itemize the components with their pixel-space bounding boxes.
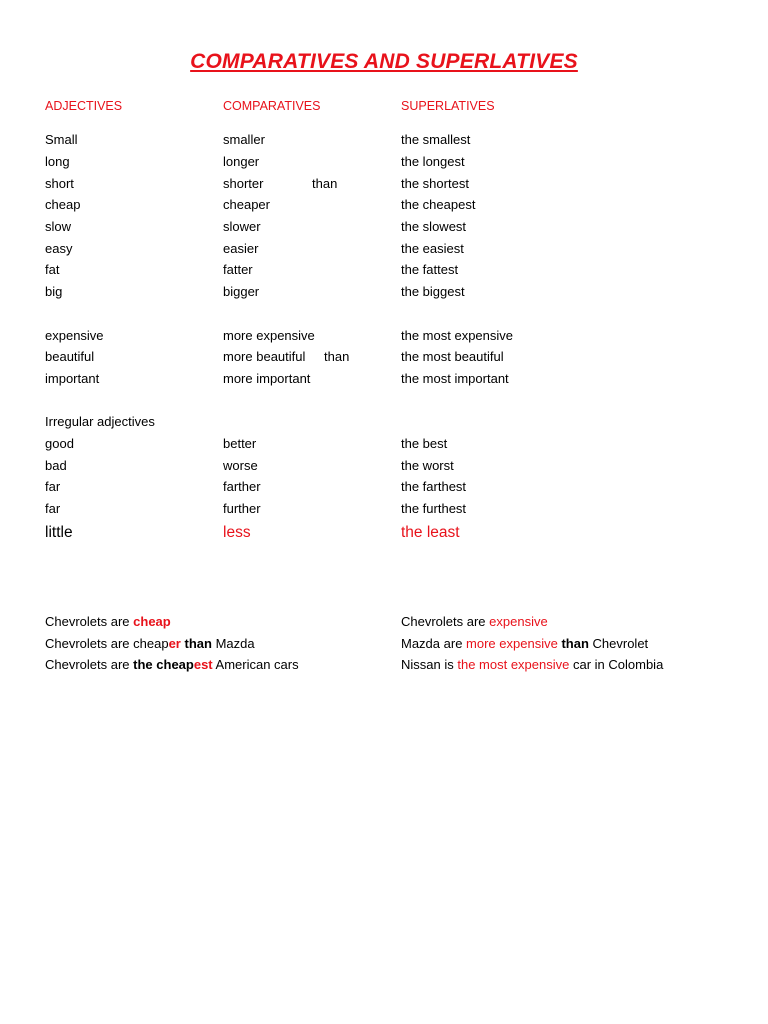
comp-irr-3: further	[223, 501, 261, 516]
sup-irr-0: the best	[401, 436, 448, 451]
comp-row-7: bigger	[223, 284, 260, 299]
comp-long-1: more beautiful	[223, 349, 306, 364]
example-text: Nissan is	[401, 657, 458, 672]
adj-irr-2: far	[45, 479, 61, 494]
header-adjectives: ADJECTIVES	[45, 99, 123, 113]
adj-row-0: Small	[45, 132, 78, 147]
example-text: American cars	[212, 657, 299, 672]
sup-row-2: the shortest	[401, 176, 469, 191]
adj-long-2: important	[45, 371, 100, 386]
example-left-3	[45, 657, 299, 673]
adj-irr-little: little	[45, 524, 73, 541]
example-highlight: est	[193, 657, 213, 672]
adj-long-1: beautiful	[45, 349, 95, 364]
sup-row-0: the smallest	[401, 132, 471, 147]
sup-row-6: the fattest	[401, 262, 459, 277]
example-text: Chevrolets are	[401, 614, 490, 629]
comp-irr-0: better	[223, 436, 257, 451]
sup-long-0: the most expensive	[401, 328, 514, 343]
sup-irr-1: the worst	[401, 458, 454, 473]
example-highlight: the most expensive	[457, 657, 570, 672]
sup-irr-least: the least	[401, 524, 460, 541]
example-right-2	[401, 636, 648, 652]
sup-row-1: the longest	[401, 154, 465, 169]
comp-irr-less: less	[223, 524, 251, 541]
irregular-heading: Irregular adjectives	[45, 414, 155, 429]
sup-row-5: the easiest	[401, 241, 464, 256]
example-left-1	[45, 614, 171, 630]
adj-row-5: easy	[45, 241, 73, 256]
sup-irr-2: the farthest	[401, 479, 467, 494]
example-text: Chevrolets are cheap	[45, 636, 169, 651]
example-text: Chevrolet	[588, 636, 649, 651]
adj-row-1: long	[45, 154, 70, 169]
example-text: Mazda	[211, 636, 255, 651]
example-text: Mazda are	[401, 636, 467, 651]
adj-long-0: expensive	[45, 328, 104, 343]
adj-row-2: short	[45, 176, 74, 191]
example-bold: the cheap	[133, 657, 194, 672]
comp-row-2: shorter	[223, 176, 264, 191]
example-than: than	[561, 636, 589, 651]
adj-irr-1: bad	[45, 458, 67, 473]
header-superlatives: SUPERLATIVES	[401, 99, 495, 113]
comp-row-6: fatter	[223, 262, 253, 277]
example-than: than	[184, 636, 212, 651]
adj-row-7: big	[45, 284, 63, 299]
example-text: car in Colombia	[569, 657, 664, 672]
adj-irr-3: far	[45, 501, 61, 516]
adj-row-4: slow	[45, 219, 72, 234]
comp-irr-2: farther	[223, 479, 261, 494]
example-highlight: expensive	[489, 614, 548, 629]
adj-row-3: cheap	[45, 197, 81, 212]
than-long: than	[324, 349, 350, 364]
comp-long-0: more expensive	[223, 328, 315, 343]
comp-row-4: slower	[223, 219, 261, 234]
comp-row-0: smaller	[223, 132, 265, 147]
example-highlight: cheap	[133, 614, 171, 629]
header-comparatives: COMPARATIVES	[223, 99, 321, 113]
example-right-1	[401, 614, 548, 630]
sup-row-4: the slowest	[401, 219, 467, 234]
comp-row-3: cheaper	[223, 197, 270, 212]
comp-irr-1: worse	[223, 458, 258, 473]
than-short: than	[312, 176, 338, 191]
sup-irr-3: the furthest	[401, 501, 467, 516]
comp-row-1: longer	[223, 154, 260, 169]
example-highlight: er	[168, 636, 181, 651]
example-right-3	[401, 657, 663, 673]
comp-long-2: more important	[223, 371, 311, 386]
example-text: Chevrolets are	[45, 614, 134, 629]
adj-row-6: fat	[45, 262, 60, 277]
sup-long-2: the most important	[401, 371, 509, 386]
sup-row-7: the biggest	[401, 284, 465, 299]
sup-long-1: the most beautiful	[401, 349, 504, 364]
example-highlight: more expensive	[466, 636, 558, 651]
page-title: COMPARATIVES AND SUPERLATIVES	[190, 50, 578, 73]
example-text: Chevrolets are	[45, 657, 134, 672]
example-left-2	[45, 636, 255, 652]
sup-row-3: the cheapest	[401, 197, 476, 212]
comp-row-5: easier	[223, 241, 259, 256]
adj-irr-0: good	[45, 436, 74, 451]
